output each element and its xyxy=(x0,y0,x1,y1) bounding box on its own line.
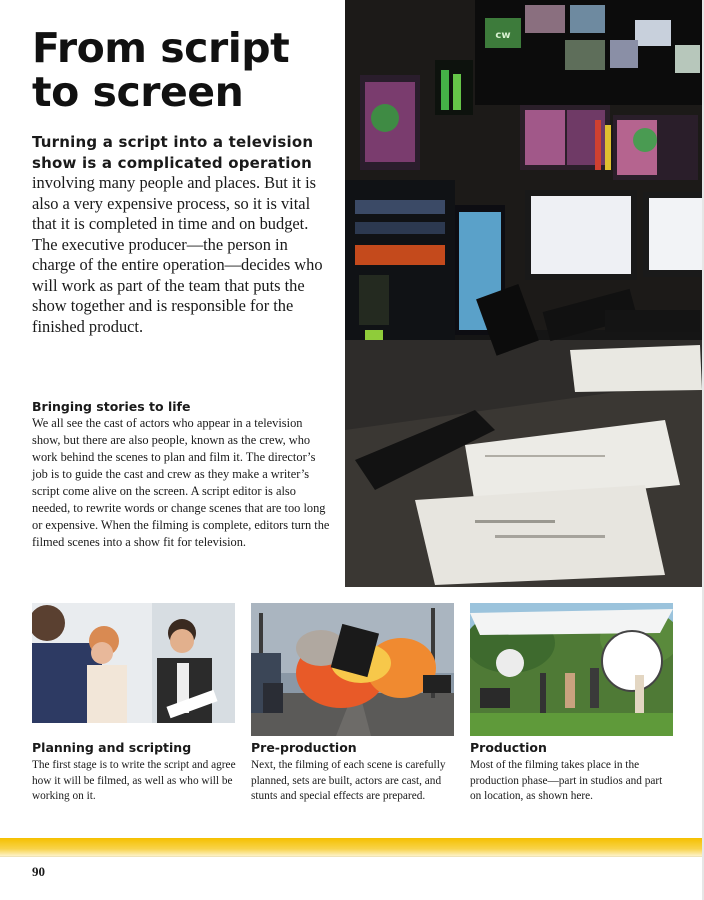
footer-divider xyxy=(0,856,704,857)
intro-paragraph xyxy=(32,132,332,337)
section-heading: Bringing stories to life xyxy=(32,399,191,414)
stage-title-production: Production xyxy=(470,740,547,755)
intro-body: involving many people and places. But it is also a very expensive process, so it is vital that it is completed in time and on budget. The executive producer—the person in charge of the entire operation—decides who will work as part of the team that puts the show together and is responsible for the finished product. xyxy=(32,173,323,336)
channel-logo: cw xyxy=(495,30,511,41)
stage-text-preproduction: Next, the filming of each scene is carefully planned, sets are built, actors are cast, and stunts and special effects are prepared. xyxy=(251,759,446,802)
control-room-photo xyxy=(345,0,702,587)
stage-title-planning: Planning and scripting xyxy=(32,740,192,755)
section-body: We all see the cast of actors who appear in a television show, but there are also people, known as the crew, who work behind the scenes to plan and film it. The director’s job is to guide the cast and crew as they make a writer’s script come alive on the screen. A script editor is also needed, to rewrite words or change scenes that are too long or expensive. When the filming is complete, editors turn the filmed scenes into a show fit for television. xyxy=(32,416,330,549)
stage-title-preproduction: Pre-production xyxy=(251,740,357,755)
planning-meeting-photo xyxy=(32,603,235,736)
outdoor-film-set-photo xyxy=(470,603,673,736)
page-number: 90 xyxy=(32,864,45,879)
car-explosion-stunt-photo xyxy=(251,603,454,736)
intro-lead: Turning a script into a television show is a complicated operation xyxy=(32,133,314,172)
stage-text-planning: The first stage is to write the script and agree how it will be filmed, as well as who will be working on it. xyxy=(32,759,236,802)
footer-band xyxy=(0,838,704,856)
page-title: From script to screen xyxy=(32,24,290,116)
stage-text-production: Most of the filming takes place in the production phase—part in studios and part on location, as shown here. xyxy=(470,759,663,802)
